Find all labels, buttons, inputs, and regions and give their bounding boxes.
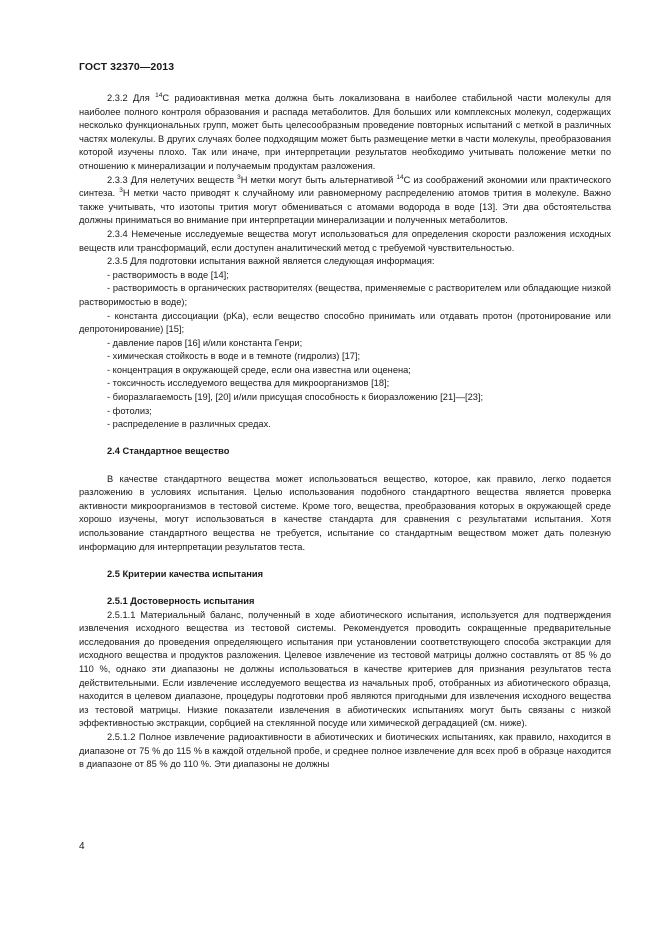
paragraph-2-5-1-2: 2.5.1.2 Полное извлечение радиоактивности в абиотических и биотических испытаниях, как правило, находится в диапазоне от 75 % до 115 % в каждой отдельной пробе, и среднее полное извлечение для всех проб в образце находится в диапазоне от 85 % до 110 %. Эти диапазоны не должны [79, 731, 611, 770]
superscript: 14 [396, 173, 404, 181]
list-item: - фотолиз; [107, 405, 152, 416]
paragraph-2-4: В качестве стандартного вещества может использоваться вещество, которое, как правило, легко подается разложению в условиях испытания. Целью использования подобного стандартного вещества является проверка активности микроорганизмов в тестовой системе. Кроме того, вещества, преобразования которых в окружающей среде хорошо изучены, могут использоваться в качестве стандарта для сравнения с результатами испытания. Хотя использование стандартного вещества не требуется, испытание со стандартным веществом может дать полезную информацию для интерпретации результатов теста. [79, 473, 611, 552]
spacer [79, 432, 611, 446]
list-item: - растворимость в органических растворителях (вещества, применяемые с растворителем или обладающие низкой растворимостью в воде); [79, 283, 611, 307]
paragraph-2-3-3 [79, 174, 611, 228]
spacer [79, 554, 611, 568]
section-heading-2-5: 2.5 Критерии качества испытания [107, 568, 264, 579]
list-item: - давление паров [16] и/или константа Генри; [107, 337, 303, 348]
spacer [79, 459, 611, 473]
text-run: 2.3.2 Для [107, 93, 156, 103]
superscript: 14 [155, 92, 163, 99]
subsection-heading-2-5-1: 2.5.1 Достоверность испытания [107, 595, 255, 606]
document-body [79, 92, 611, 772]
paragraph-2-5-1-1: 2.5.1.1 Материальный баланс, полученный в ходе абиотического испытания, используется для подтверждения извлечения исходного вещества из тестовой системы. Рекомендуется проводить сокращенные предварительные исследования до проведения определяющего испытания при установлении соответствующего способа экстракции для исходного вещества и продуктов разложения. Целевое извлечение из тестовой матрицы должно составлять от 85 % до 110 %, однако эти диапазоны не должны использоваться в качестве критериев для признания результатов теста действительными. Если извлечение исследуемого вещества из начальных проб, отобранных из абиотического образца, находится в целевом диапазоне, процедуры подготовки проб являются пригодными для извлечения исходного вещества из тестовой матрицы. Низкие показатели извлечения в абиотических испытаниях могут быть связаны с низкой эффективностью экстракции, сорбцией на стеклянной посуде или химической деградацией (см. ниже). [79, 609, 611, 729]
text-run: H метки могут быть альтернативой [240, 174, 397, 185]
paragraph-2-3-2 [79, 92, 611, 174]
text-run: C из соображений экономии или практического синтеза. [79, 174, 611, 199]
text-run: H метки часто приводят к случайному или равномерному распределению атомов трития в молекуле. Важно также учитывать, что изотопы трития могут обмениваться с атомами водорода в воде [13]. Эти два обстоятельства должны приниматься во внимание при интерпретации минерализации и полученных метаболитов. [79, 188, 611, 226]
paragraph-2-3-5: 2.3.5 Для подготовки испытания важной является следующая информация: [107, 256, 435, 267]
list-item: - токсичность исследуемого вещества для микроорганизмов [18]; [107, 378, 390, 389]
section-heading-2-4: 2.4 Стандартное вещество [107, 446, 230, 457]
document-header: ГОСТ 32370—2013 [79, 61, 175, 73]
paragraph-2-3-4: 2.3.4 Немеченые исследуемые вещества могут использоваться для определения скорости разложения исходных веществ или трансформаций, если доступен аналитический метод с требуемой чувствительностью. [79, 228, 611, 253]
list-item: - распределение в различных средах. [107, 419, 271, 430]
spacer [79, 581, 611, 595]
list-item: - растворимость в воде [14]; [107, 269, 229, 280]
superscript: 3 [119, 187, 123, 195]
page-number: 4 [79, 841, 85, 852]
superscript: 3 [237, 173, 241, 181]
text-run: 2.3.3 Для нелетучих веществ [107, 174, 238, 185]
list-item: - концентрация в окружающей среде, если она известна или оценена; [107, 364, 411, 375]
list-item: - константа диссоциации (pKa), если вещество способно принимать или отдавать протон (протонирование или депротонирование) [15]; [79, 310, 611, 335]
text-run: C радиоактивная метка должна быть локализована в наиболее стабильной части молекулы для наиболее полного контроля образования и распада метаболитов. Для больших или комплексных молекул, содержащих несколько функциональных групп, может быть целесообразным проведение повторных испытаний с меткой в различных частях молекулы. В других случаях более подходящим может быть размещение метки в части молекулы, преобразования которой изучены плохо. Так или иначе, при интерпретации результатов необходимо учитывать положение метки по отношению к минерализации и получаемым продуктам разложения. [79, 93, 611, 171]
list-item: - биоразлагаемость [19], [20] и/или присущая способность к биоразложению [21]—[23]; [107, 392, 484, 403]
list-item: - химическая стойкость в воде и в темноте (гидролиз) [17]; [107, 351, 361, 362]
